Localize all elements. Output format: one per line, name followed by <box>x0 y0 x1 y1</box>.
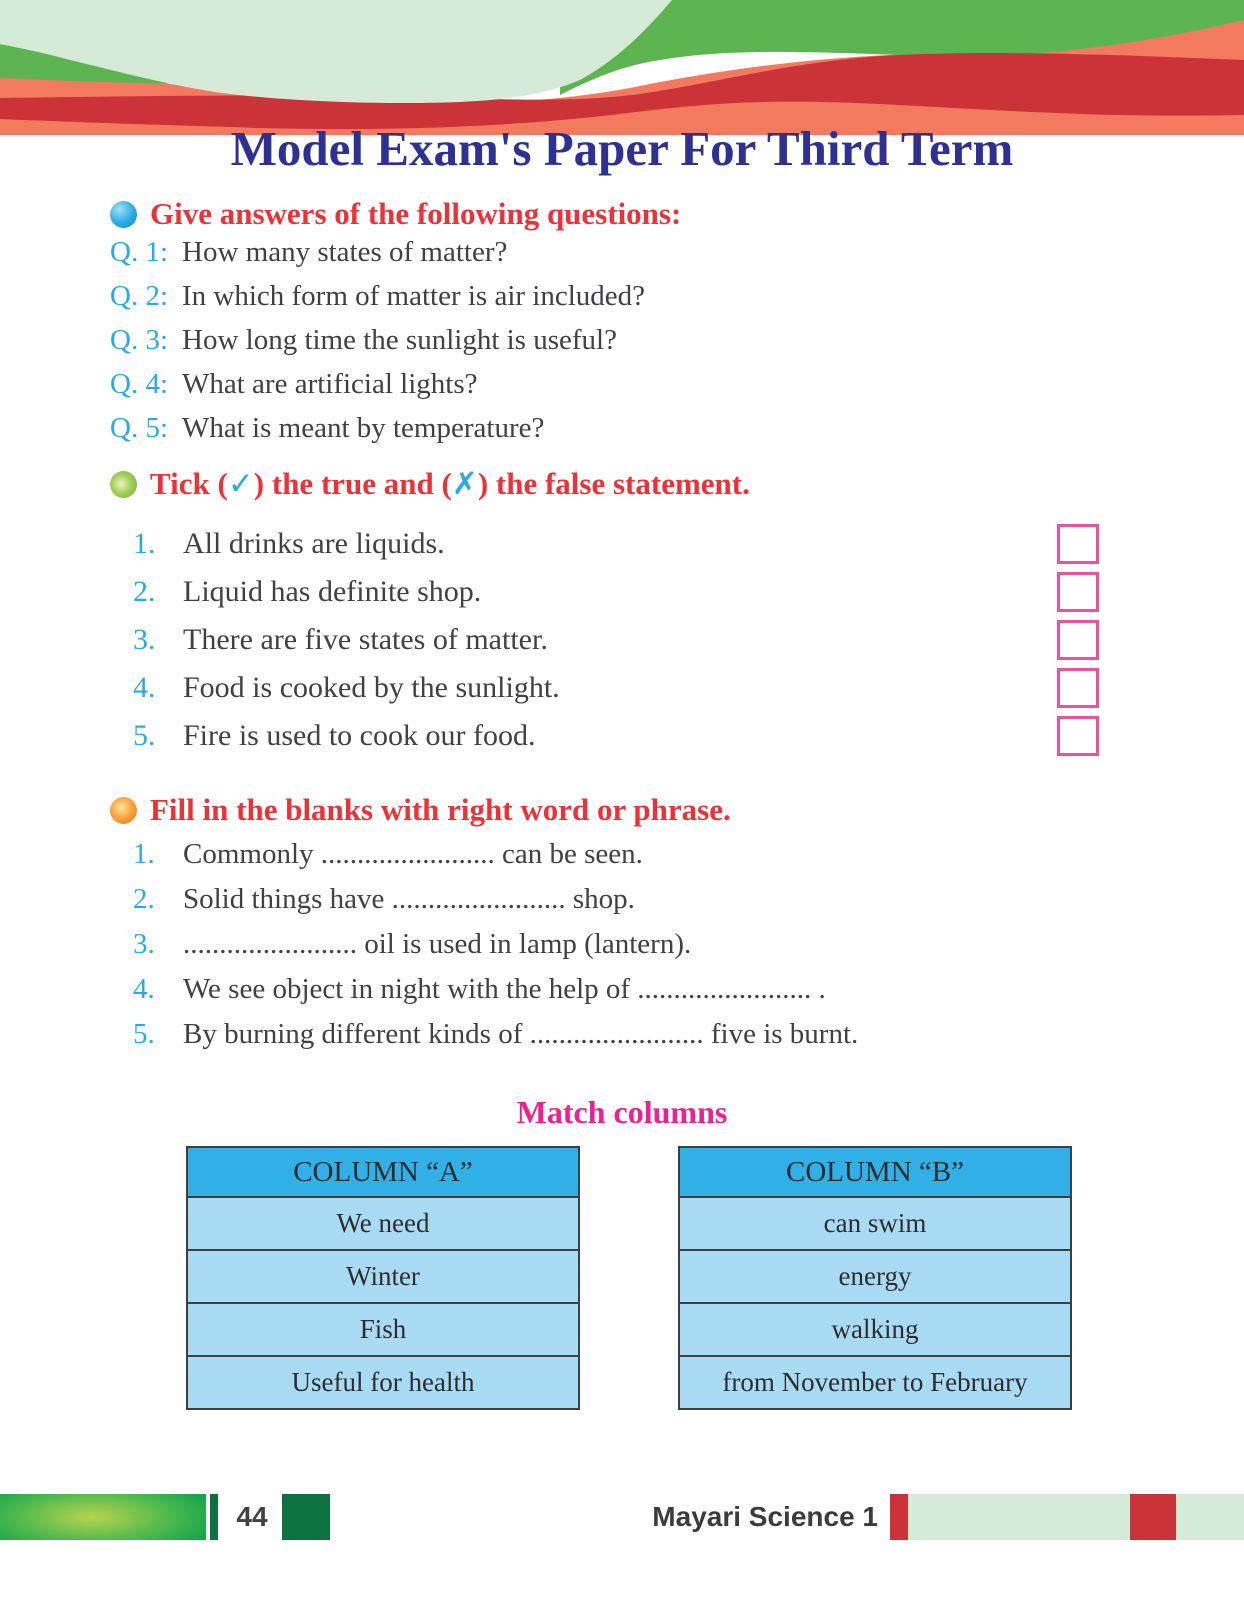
question-text: What are artificial lights? <box>182 368 478 400</box>
question-number: Q. 5: <box>110 412 168 444</box>
match-cell[interactable]: We need <box>188 1198 578 1251</box>
item-number: 3. <box>133 623 156 656</box>
fill-blank-item <box>133 1018 1133 1063</box>
question-number: Q. 4: <box>110 368 168 400</box>
blank-sentence: We see object in night with the help of ........................ . <box>183 973 826 1005</box>
page-footer <box>0 1492 1244 1544</box>
true-false-list <box>133 520 1099 760</box>
page-title: Model Exam's Paper For Third Term <box>230 121 1014 176</box>
question-text: How many states of matter? <box>182 236 508 268</box>
fill-blank-item <box>133 883 1133 928</box>
fill-blanks-section-heading <box>110 792 731 828</box>
cross-icon: ✗ <box>451 466 478 502</box>
question-text: In which form of matter is air included? <box>182 280 646 312</box>
answer-checkbox[interactable] <box>1057 620 1099 660</box>
true-false-item <box>133 664 1099 712</box>
question-item <box>110 412 1110 456</box>
question-item <box>110 324 1110 368</box>
match-cell[interactable]: from November to February <box>680 1357 1070 1408</box>
questions-section-heading <box>110 196 681 232</box>
true-false-item <box>133 520 1099 568</box>
item-number: 4. <box>133 671 156 704</box>
question-item <box>110 368 1110 412</box>
match-cell[interactable]: Fish <box>188 1304 578 1357</box>
orange-sphere-icon <box>110 797 137 824</box>
true-false-item <box>133 616 1099 664</box>
question-item <box>110 236 1110 280</box>
item-number: 5. <box>133 719 156 752</box>
answer-checkbox[interactable] <box>1057 572 1099 612</box>
footer-red-square <box>1130 1494 1176 1540</box>
green-sphere-icon <box>110 471 137 498</box>
tick-icon: ✓ <box>227 466 254 502</box>
heading-text: ) the true and ( <box>253 466 452 501</box>
match-table-column-b <box>678 1146 1072 1410</box>
question-text: What is meant by temperature? <box>182 412 545 444</box>
fill-blanks-heading-label: Fill in the blanks with right word or phrase. <box>150 792 731 827</box>
fill-blank-item <box>133 973 1133 1018</box>
fill-blank-item <box>133 928 1133 973</box>
blank-sentence: Solid things have ........................ shop. <box>183 883 635 915</box>
statement-text: Fire is used to cook our food. <box>183 719 536 752</box>
statement-text: All drinks are liquids. <box>183 527 445 560</box>
question-number: Q. 2: <box>110 280 168 312</box>
book-title: Mayari Science 1 <box>652 1501 878 1532</box>
item-number: 3. <box>133 928 155 960</box>
true-false-item <box>133 568 1099 616</box>
match-cell[interactable]: Winter <box>188 1251 578 1304</box>
match-columns-heading: Match columns <box>516 1094 728 1130</box>
statement-text: Food is cooked by the sunlight. <box>183 671 560 704</box>
question-text: How long time the sunlight is useful? <box>182 324 617 356</box>
answer-checkbox[interactable] <box>1057 524 1099 564</box>
question-number: Q. 3: <box>110 324 168 356</box>
item-number: 1. <box>133 527 156 560</box>
item-number: 2. <box>133 575 156 608</box>
answer-checkbox[interactable] <box>1057 716 1099 756</box>
match-table-column-a <box>186 1146 580 1410</box>
match-cell[interactable]: energy <box>680 1251 1070 1304</box>
match-cell[interactable]: can swim <box>680 1198 1070 1251</box>
item-number: 4. <box>133 973 155 1005</box>
statement-text: There are five states of matter. <box>183 623 548 656</box>
questions-list <box>110 236 1110 456</box>
match-cell[interactable]: Useful for health <box>188 1357 578 1408</box>
column-b-header: COLUMN “B” <box>680 1148 1070 1198</box>
item-number: 2. <box>133 883 155 915</box>
heading-text: ) the false statement. <box>477 466 750 501</box>
item-number: 5. <box>133 1018 155 1050</box>
footer-right-band <box>890 1494 1244 1540</box>
statement-text: Liquid has definite shop. <box>183 575 482 608</box>
true-false-item <box>133 712 1099 760</box>
question-item <box>110 280 1110 324</box>
item-number: 1. <box>133 838 155 870</box>
question-number: Q. 1: <box>110 236 168 268</box>
match-cell[interactable]: walking <box>680 1304 1070 1357</box>
blue-sphere-icon <box>110 201 137 228</box>
blank-sentence: By burning different kinds of ........................ five is burnt. <box>183 1018 859 1050</box>
footer-red-bar <box>890 1494 908 1540</box>
answer-checkbox[interactable] <box>1057 668 1099 708</box>
true-false-section-heading <box>110 466 750 502</box>
footer-gradient-bar <box>0 1494 206 1540</box>
true-false-heading-label <box>150 466 750 502</box>
header-wave-banner <box>0 0 1244 135</box>
column-a-header: COLUMN “A” <box>188 1148 578 1198</box>
blank-sentence: Commonly ........................ can be seen. <box>183 838 643 870</box>
questions-heading-label: Give answers of the following questions: <box>150 196 682 231</box>
page-number: 44 <box>236 1501 268 1532</box>
heading-text: Tick ( <box>150 466 228 501</box>
fill-blank-item <box>133 838 1133 883</box>
fill-blanks-list <box>133 838 1133 1063</box>
footer-green-strip <box>210 1494 218 1540</box>
footer-green-square <box>282 1494 330 1540</box>
blank-sentence: ........................ oil is used in lamp (lantern). <box>183 928 692 960</box>
